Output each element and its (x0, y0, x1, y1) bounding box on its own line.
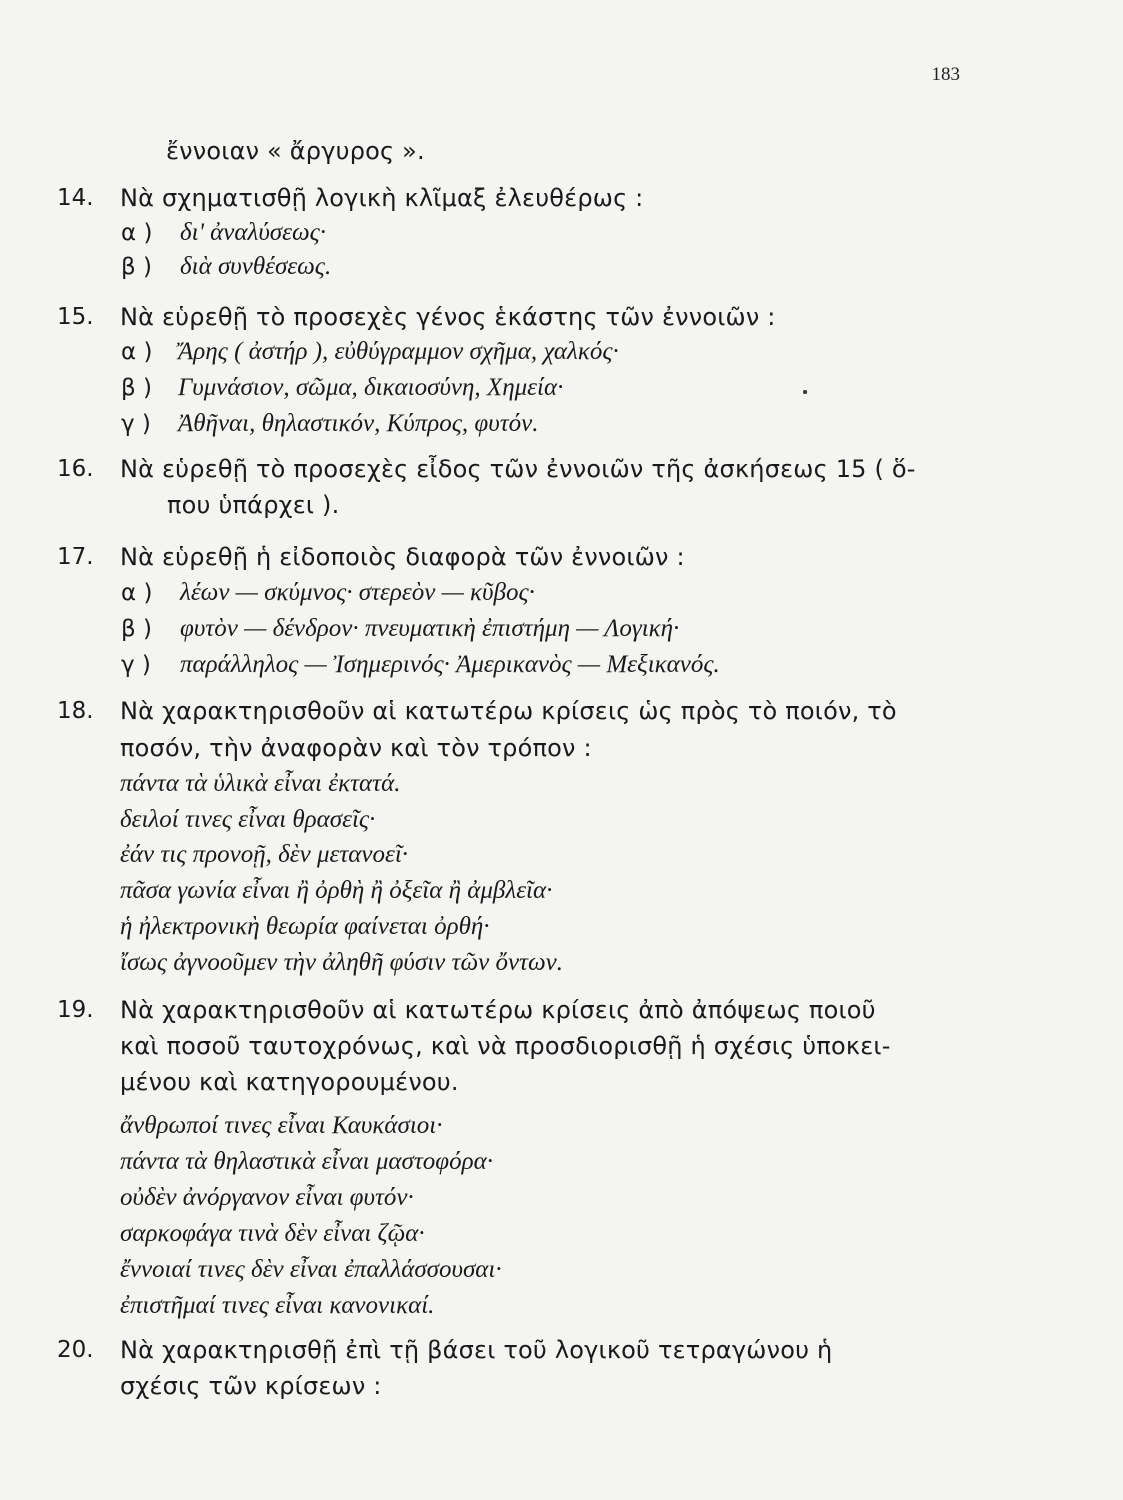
exercise-16-prompt-line-1: Νὰ εὑρεθῇ τὸ προσεχὲς εἶδος τῶν ἐννοιῶν τῆς ἀσκήσεως 15 ( ὅ- (120, 455, 916, 483)
exercise-number-19: 19. (57, 997, 94, 1023)
exercise-18-sentence: δειλοί τινες εἶναι θρασεῖς· (120, 806, 376, 833)
page-number: 183 (931, 64, 960, 85)
exercise-19-sentence: ἐπιστῆμαί τινες εἶναι κανονικαί. (120, 1292, 435, 1319)
exercise-number-20: 20. (57, 1337, 94, 1363)
exercise-18-sentence: ἴσως ἀγνοοῦμεν τὴν ἀληθῆ φύσιν τῶν ὄντων. (120, 949, 564, 976)
exercise-19-sentence: πάντα τὰ θηλαστικὰ εἶναι μαστοφόρα· (120, 1148, 493, 1175)
exercise-15-item-a: Ἄρης ( ἀστήρ ), εὐθύγραμμον σχῆμα, χαλκός· (178, 338, 619, 365)
exercise-17-item-b: φυτὸν — δένδρον· πνευματικὴ ἐπιστήμη — Λογική· (180, 615, 680, 642)
exercise-16-prompt-line-2: που ὑπάρχει ). (167, 491, 340, 519)
stray-mark (803, 390, 807, 394)
exercise-19-sentence: ἄνθρωποί τινες εἶναι Καυκάσιοι· (120, 1112, 443, 1139)
exercise-14-item-b: διὰ συνθέσεως. (180, 253, 332, 280)
exercise-number-17: 17. (57, 544, 94, 570)
exercise-17-item-a: λέων — σκύμνος· στερεὸν — κῦβος· (180, 579, 535, 606)
exercise-15-item-c: Ἀθῆναι, θηλαστικόν, Κύπρος, φυτόν. (178, 410, 539, 437)
exercise-17-item-c: παράλληλος — Ἰσημερινός· Ἀμερικανὸς — Μεξικανός. (180, 651, 720, 678)
exercise-18-prompt-line-1: Νὰ χαρακτηρισθοῦν αἱ κατωτέρω κρίσεις ὡς πρὸς τὸ ποιόν, τὸ (120, 697, 897, 725)
exercise-number-18: 18. (57, 698, 94, 724)
exercise-20-prompt-line-1: Νὰ χαρακτηρισθῇ ἐπὶ τῇ βάσει τοῦ λογικοῦ τετραγώνου ἡ (120, 1336, 833, 1364)
exercise-17-item-a-label: α ) (121, 580, 153, 606)
exercise-19-sentence: σαρκοφάγα τινὰ δὲν εἶναι ζῷα· (120, 1220, 425, 1247)
exercise-17-prompt: Νὰ εὑρεθῇ ἡ εἰδοποιὸς διαφορὰ τῶν ἐννοιῶν : (120, 543, 685, 571)
exercise-19-prompt-line-2: καὶ ποσοῦ ταυτοχρόνως, καὶ νὰ προσδιορισθῇ ἡ σχέσις ὑποκει- (120, 1032, 891, 1060)
exercise-14-item-a: δι' ἀναλύσεως· (180, 219, 327, 246)
exercise-18-sentence: πᾶσα γωνία εἶναι ἢ ὀρθὴ ἢ ὀξεῖα ἢ ἀμβλεῖα· (120, 877, 553, 904)
exercise-19-sentence: ἔννοιαί τινες δὲν εἶναι ἐπαλλάσσουσαι· (120, 1256, 502, 1283)
exercise-14-prompt: Νὰ σχηματισθῇ λογικὴ κλῖμαξ ἐλευθέρως : (120, 184, 644, 212)
exercise-14-item-b-label: β ) (121, 254, 152, 280)
exercise-18-sentence: ἐάν τις προνοῇ, δὲν μετανοεῖ· (120, 841, 409, 868)
exercise-17-item-b-label: β ) (121, 616, 152, 642)
continuation-line: ἔννοιαν « ἄργυρος ». (166, 137, 425, 165)
exercise-17-item-c-label: γ ) (121, 652, 151, 678)
exercise-14-item-a-label: α ) (121, 220, 153, 246)
exercise-15-item-a-label: α ) (121, 339, 153, 365)
exercise-15-item-b-label: β ) (121, 375, 152, 401)
exercise-18-sentence: ἡ ἠλεκτρονικὴ θεωρία φαίνεται ὀρθή· (120, 913, 490, 940)
exercise-number-16: 16. (57, 456, 94, 482)
exercise-18-prompt-line-2: ποσόν, τὴν ἀναφορὰν καὶ τὸν τρόπον : (120, 734, 592, 762)
exercise-19-prompt-line-3: μένου καὶ κατηγορουμένου. (120, 1068, 459, 1096)
exercise-15-item-b: Γυμνάσιον, σῶμα, δικαιοσύνη, Χημεία· (178, 374, 564, 401)
exercise-15-item-c-label: γ ) (121, 411, 151, 437)
exercise-19-sentence: οὐδὲν ἀνόργανον εἶναι φυτόν· (120, 1184, 414, 1211)
exercise-20-prompt-line-2: σχέσις τῶν κρίσεων : (120, 1372, 382, 1400)
exercise-number-15: 15. (57, 304, 94, 330)
exercise-19-prompt-line-1: Νὰ χαρακτηρισθοῦν αἱ κατωτέρω κρίσεις ἀπὸ ἀπόψεως ποιοῦ (120, 996, 876, 1024)
exercise-18-sentence: πάντα τὰ ὑλικὰ εἶναι ἐκτατά. (120, 770, 401, 797)
exercise-number-14: 14. (57, 185, 94, 211)
exercise-15-prompt: Νὰ εὑρεθῇ τὸ προσεχὲς γένος ἑκάστης τῶν ἐννοιῶν : (120, 303, 776, 331)
